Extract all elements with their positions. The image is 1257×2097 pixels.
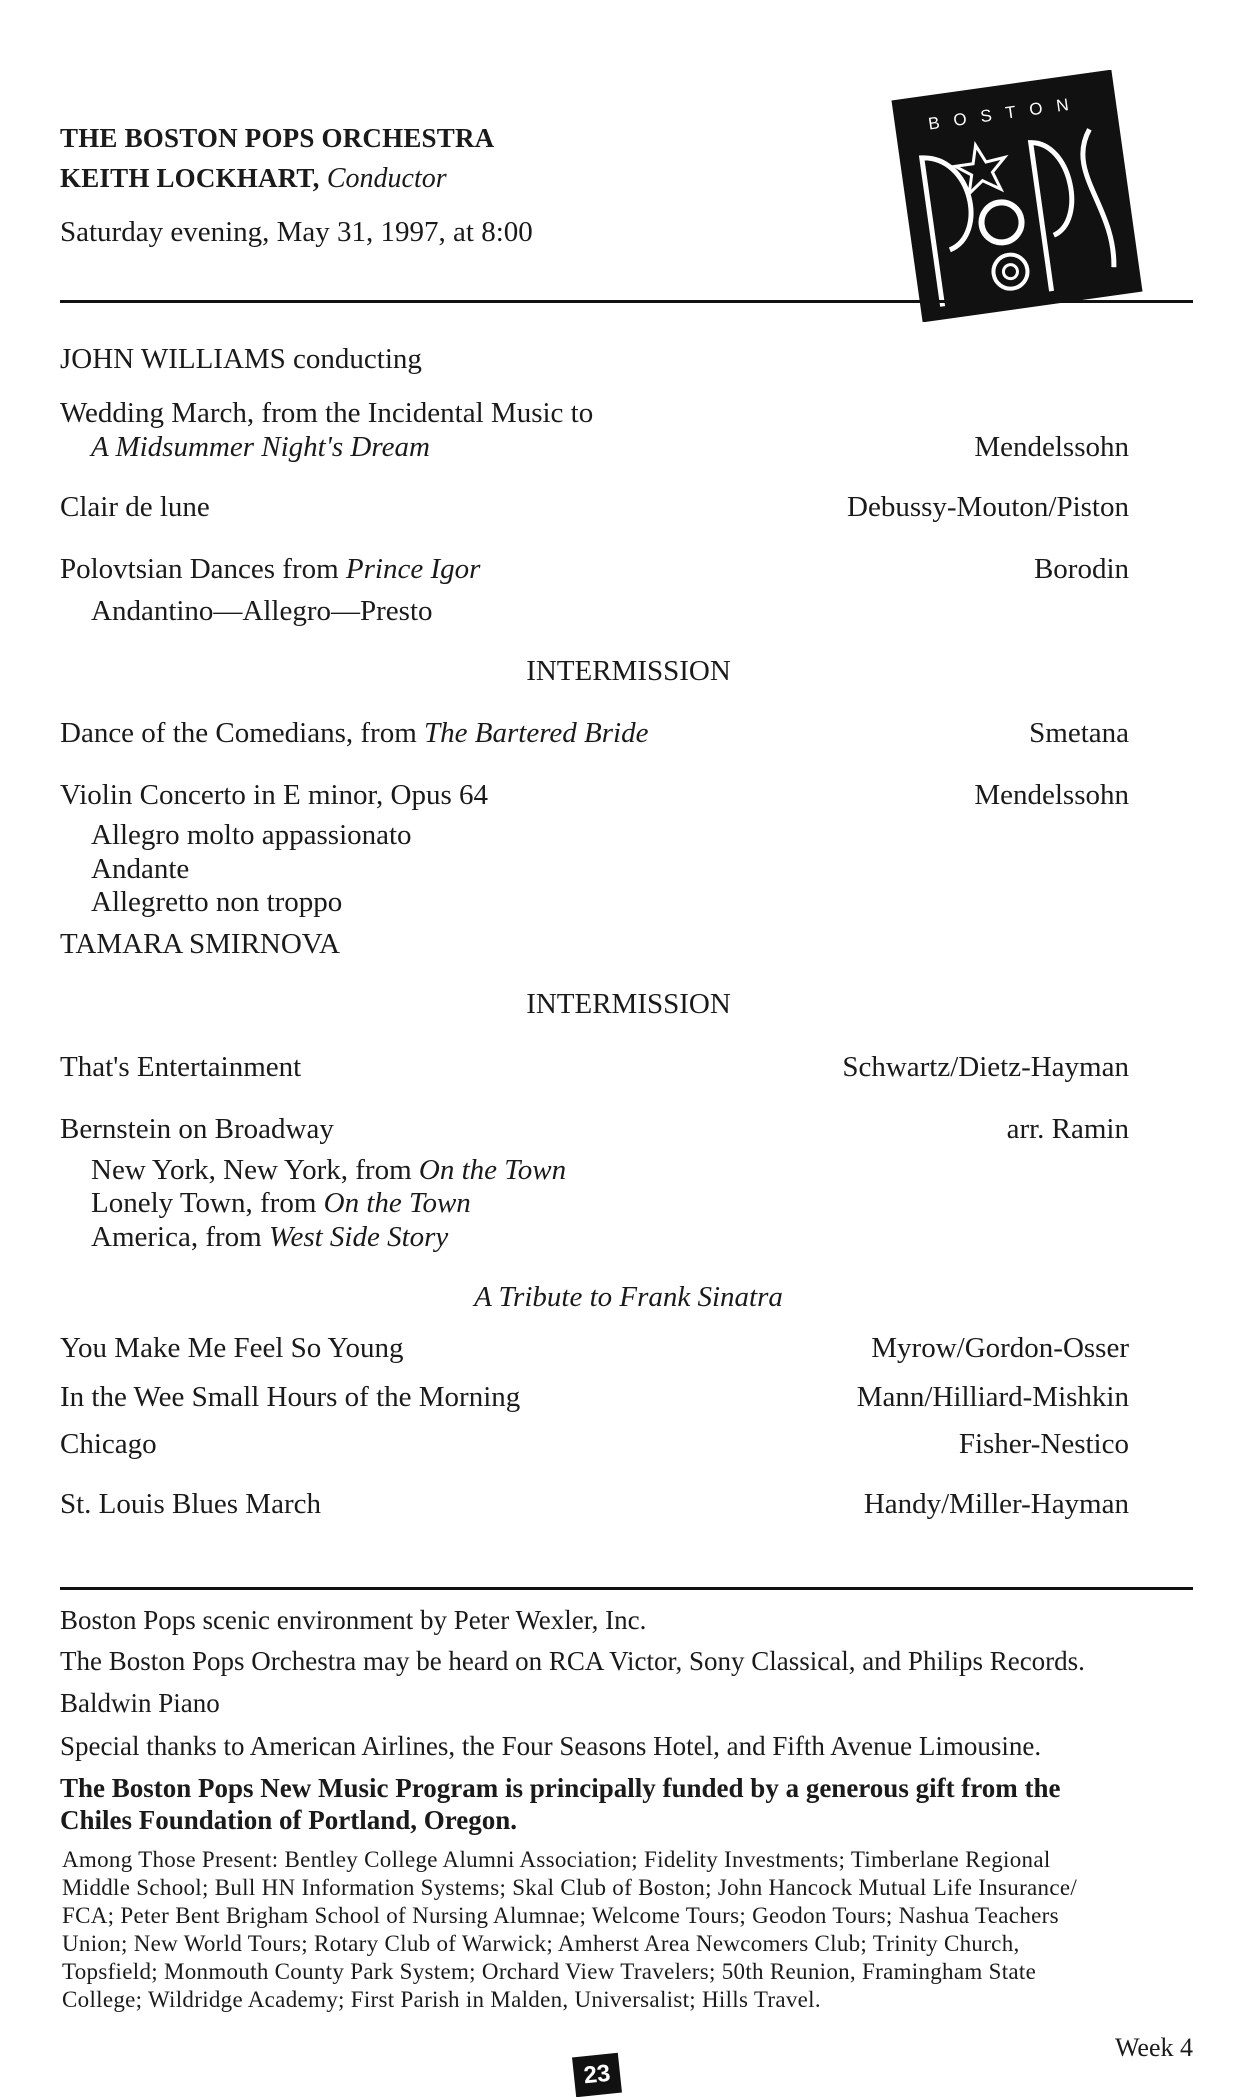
song-composer: Mann/Hilliard-Mishkin bbox=[856, 1381, 1129, 1413]
records-note: The Boston Pops Orchestra may be heard on RCA Victor, Sony Classical, and Philips Records. bbox=[60, 1646, 1085, 1676]
page-number: 23 bbox=[572, 2053, 622, 2097]
violin-movement: Andante bbox=[91, 853, 190, 885]
bernstein-item-prefix: New York, New York, from bbox=[91, 1154, 419, 1186]
polovtsian-movements: Andantino—Allegro—Presto bbox=[91, 595, 433, 627]
week-label: Week 4 bbox=[1114, 2033, 1193, 2062]
bernstein-item-work: West Side Story bbox=[268, 1221, 449, 1253]
clair-de-lune-composer: Debussy-Mouton/Piston bbox=[847, 491, 1129, 523]
among-those-present-line: Topsfield; Monmouth County Park System; Orchard View Travelers; 50th Reunion, Framingham State bbox=[62, 1959, 1037, 1984]
bernstein-item-prefix: America, from bbox=[91, 1221, 269, 1253]
header-rule bbox=[60, 300, 1193, 303]
conductor-name: KEITH LOCKHART, bbox=[60, 163, 320, 193]
orchestra-title: THE BOSTON POPS ORCHESTRA bbox=[60, 123, 495, 153]
bernstein-item bbox=[91, 1153, 566, 1187]
funding-note: Chiles Foundation of Portland, Oregon. bbox=[60, 1805, 518, 1835]
song-title: You Make Me Feel So Young bbox=[60, 1332, 404, 1364]
sinatra-tribute-heading: A Tribute to Frank Sinatra bbox=[474, 1281, 783, 1313]
polovtsian-prefix: Polovtsian Dances from bbox=[60, 553, 346, 585]
dance-prefix: Dance of the Comedians, from bbox=[60, 717, 425, 749]
among-those-present-line: Middle School; Bull HN Information Systems; Skal Club of Boston; John Hancock Mutual Life Insurance/ bbox=[62, 1875, 1078, 1900]
polovtsian-title bbox=[60, 552, 480, 586]
clair-de-lune-title: Clair de lune bbox=[60, 491, 210, 523]
bernstein-item bbox=[91, 1186, 471, 1220]
conductor-line bbox=[60, 161, 447, 196]
bernstein-title: Bernstein on Broadway bbox=[60, 1113, 334, 1145]
violin-concerto-composer: Mendelssohn bbox=[974, 779, 1129, 811]
polovtsian-composer: Borodin bbox=[1033, 553, 1129, 585]
intermission-2: INTERMISSION bbox=[526, 988, 731, 1020]
wedding-march-title: Wedding March, from the Incidental Music to bbox=[60, 397, 594, 429]
among-those-present-line: Among Those Present: Bentley College Alumni Association; Fidelity Investments; Timberlane Regional bbox=[62, 1847, 1051, 1872]
violin-movement: Allegro molto appassionato bbox=[91, 819, 412, 851]
bernstein-item-work: On the Town bbox=[323, 1187, 471, 1219]
violin-movement: Allegretto non troppo bbox=[91, 886, 343, 918]
polovtsian-work: Prince Igor bbox=[345, 553, 481, 585]
dance-work: The Bartered Bride bbox=[424, 717, 649, 749]
entertainment-composer: Schwartz/Dietz-Hayman bbox=[842, 1051, 1129, 1083]
among-those-present-line: FCA; Peter Bent Brigham School of Nursing Alumnae; Welcome Tours; Geodon Tours; Nashua Teachers bbox=[62, 1903, 1059, 1928]
song-composer: Myrow/Gordon-Osser bbox=[871, 1332, 1129, 1364]
song-composer: Fisher-Nestico bbox=[958, 1428, 1129, 1460]
bernstein-item bbox=[91, 1220, 448, 1254]
bernstein-composer: arr. Ramin bbox=[1006, 1113, 1129, 1145]
st-louis-composer: Handy/Miller-Hayman bbox=[863, 1488, 1129, 1520]
soloist: TAMARA SMIRNOVA bbox=[60, 928, 340, 960]
guest-conductor: JOHN WILLIAMS conducting bbox=[60, 343, 422, 375]
wedding-march-composer: Mendelssohn bbox=[974, 431, 1129, 463]
among-those-present-line: College; Wildridge Academy; First Parish in Malden, Universalist; Hills Travel. bbox=[62, 1987, 821, 2012]
svg-text:BOSTON: BOSTON bbox=[927, 93, 1084, 134]
thanks-note: Special thanks to American Airlines, the Four Seasons Hotel, and Fifth Avenue Limousine. bbox=[60, 1731, 1042, 1761]
violin-concerto-title: Violin Concerto in E minor, Opus 64 bbox=[60, 779, 489, 811]
boston-pops-logo bbox=[888, 70, 1146, 322]
bernstein-item-prefix: Lonely Town, from bbox=[91, 1187, 324, 1219]
among-those-present-line: Union; New World Tours; Rotary Club of Warwick; Amherst Area Newcomers Club; Trinity Church, bbox=[62, 1931, 1020, 1956]
intermission-1: INTERMISSION bbox=[526, 655, 731, 687]
dance-title bbox=[60, 716, 648, 750]
scenic-note: Boston Pops scenic environment by Peter Wexler, Inc. bbox=[60, 1605, 647, 1635]
piano-note: Baldwin Piano bbox=[60, 1688, 220, 1718]
song-title: Chicago bbox=[60, 1428, 157, 1460]
concert-date: Saturday evening, May 31, 1997, at 8:00 bbox=[60, 216, 533, 248]
song-title: In the Wee Small Hours of the Morning bbox=[60, 1381, 521, 1413]
dance-composer: Smetana bbox=[1029, 717, 1129, 749]
funding-note: The Boston Pops New Music Program is principally funded by a generous gift from the bbox=[60, 1773, 1061, 1803]
st-louis-title: St. Louis Blues March bbox=[60, 1488, 321, 1520]
entertainment-title: That's Entertainment bbox=[60, 1051, 302, 1083]
wedding-march-work: A Midsummer Night's Dream bbox=[91, 431, 430, 463]
notes-rule bbox=[60, 1587, 1193, 1590]
conductor-role: Conductor bbox=[326, 163, 447, 194]
bernstein-item-work: On the Town bbox=[418, 1154, 567, 1186]
